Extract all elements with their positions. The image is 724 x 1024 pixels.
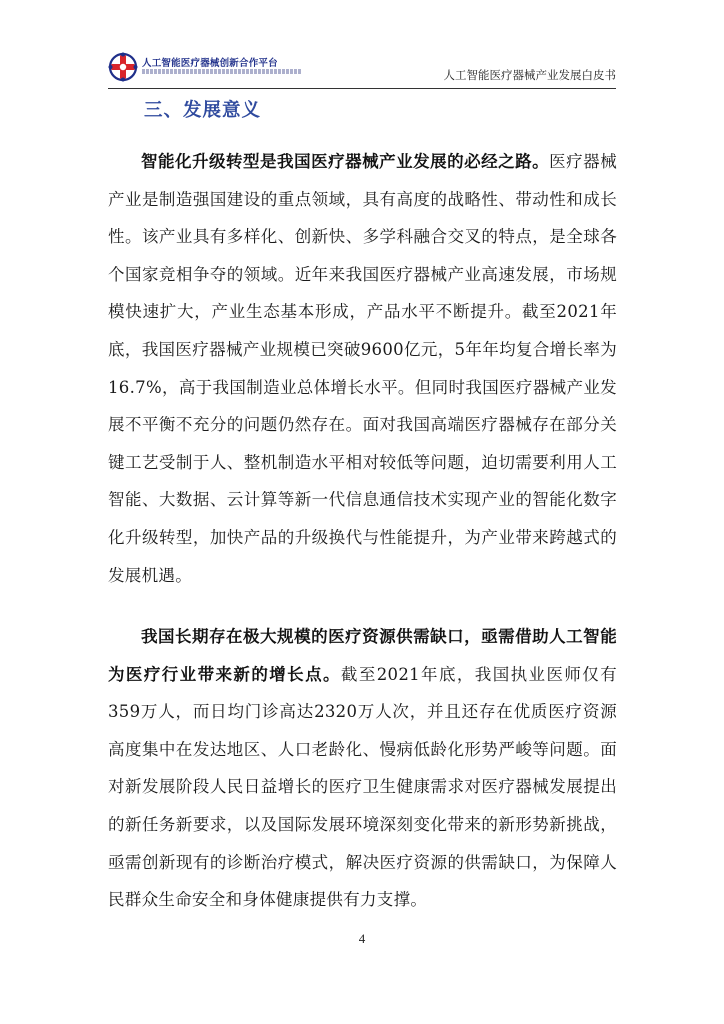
paragraph-2 — [108, 618, 617, 919]
paragraph-lead: 我国长期存在极大规模的医疗资源供需缺口，亟需借助人工智能为医疗行业带来新的增长点。 — [108, 627, 617, 684]
page-header — [108, 48, 616, 88]
page-number: 4 — [358, 931, 366, 946]
paragraph-body: 截至2021年底，我国执业医师仅有359万人，而日均门诊高达2320万人次，并且还存在优质医疗资源高度集中在发达地区、人口老龄化、慢病低龄化形势严峻等问题。面对新发展阶段人民日益增长的医疗卫生健康需求对医疗器械发展提出的新任务新要求，以及国际发展环境深刻变化带来的新形势新挑战，亟需创新现有的诊断治疗模式，解决医疗资源的供需缺口，为保障人民群众生命安全和身体健康提供有力支撑。 — [108, 664, 617, 910]
platform-logo-icon — [108, 52, 138, 82]
header-divider — [108, 88, 616, 89]
paragraph-1 — [108, 143, 617, 594]
paragraph-lead: 智能化升级转型是我国医疗器械产业发展的必经之路。 — [141, 152, 550, 171]
paragraph-body: 医疗器械产业是制造强国建设的重点领域，具有高度的战略性、带动性和成长性。该产业具有多样化、创新快、多学科融合交叉的特点，是全球各个国家竞相争夺的领域。近年来我国医疗器械产业高速发展，市场规模快速扩大，产业生态基本形成，产品水平不断提升。截至2021年底，我国医疗器械产业规模已突破9600亿元，5年年均复合增长率为16.7%，高于我国制造业总体增长水平。但同时我国医疗器械产业发展不平衡不充分的问题仍然存在。面对我国高端医疗器械存在部分关键工艺受制于人、整机制造水平相对较低等问题，迫切需要利用人工智能、大数据、云计算等新一代信息通信技术实现产业的智能化数字化升级转型，加快产品的升级换代与性能提升，为产业带来跨越式的发展机遇。 — [108, 152, 617, 585]
document-title: 人工智能医疗器械产业发展白皮书 — [443, 68, 616, 82]
org-subtitle-strip — [142, 69, 302, 74]
org-name: 人工智能医疗器械创新合作平台 — [142, 58, 278, 69]
section-heading: 三、发展意义 — [144, 100, 262, 121]
